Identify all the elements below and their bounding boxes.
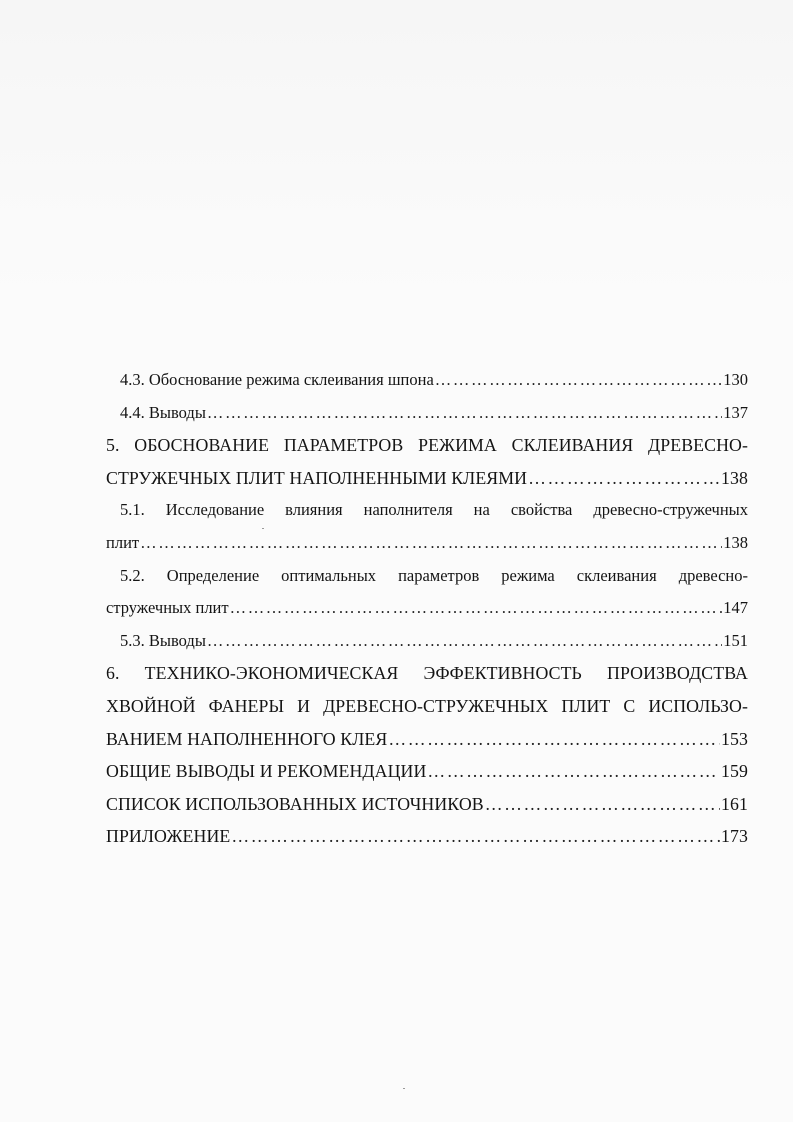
dot-leader <box>485 788 720 821</box>
toc-page-number: 153 <box>721 728 748 749</box>
toc-page-number: 130 <box>723 370 748 389</box>
toc-entry-title: ОБЩИЕ ВЫВОДЫ И РЕКОМЕНДАЦИИ <box>106 761 427 782</box>
toc-page-number: 137 <box>723 402 748 422</box>
dot-leader <box>435 364 722 397</box>
dot-leader <box>427 755 720 788</box>
toc-entry-title-line-1: 6. ТЕХНИКО-ЭКОНОМИЧЕСКАЯ ЭФФЕКТИВНОСТЬ ПРОИЗВОДСТВА <box>106 663 748 684</box>
toc-entry-5[interactable] <box>106 429 748 494</box>
toc-entry-appendix[interactable] <box>106 820 748 853</box>
toc-entry-title: СПИСОК ИСПОЛЬЗОВАННЫХ ИСТОЧНИКОВ <box>106 793 484 814</box>
toc-entry-title-line-2: ХВОЙНОЙ ФАНЕРЫ И ДРЕВЕСНО-СТРУЖЕЧНЫХ ПЛИТ С ИСПОЛЬЗО- <box>106 695 748 716</box>
dot-leader <box>528 462 720 495</box>
dot-leader <box>207 625 722 658</box>
toc-entry-general-conclusions[interactable] <box>106 755 748 788</box>
toc-entry-title: 4.3. Обоснование режима склеивания шпона <box>120 370 434 389</box>
dot-leader <box>231 820 720 853</box>
dot-leader <box>230 592 723 625</box>
dot-leader <box>388 723 720 756</box>
toc-page-number: 151 <box>723 630 748 650</box>
toc-entry-title-line-1: 5.1. Исследование влияния наполнителя на свойства древесно-стружечных <box>120 500 748 520</box>
scan-speck <box>262 528 264 529</box>
toc-page-number: 147 <box>723 598 748 618</box>
toc-entry-title: 5.3. Выводы <box>120 630 206 650</box>
toc-entry-title-line-2: СТРУЖЕЧНЫХ ПЛИТ НАПОЛНЕННЫМИ КЛЕЯМИ <box>106 467 528 488</box>
toc-entry-title: ПРИЛОЖЕНИЕ <box>106 826 231 847</box>
toc-entry-title-line-2: плит <box>106 532 140 552</box>
toc-entry-4-3[interactable] <box>120 364 748 397</box>
toc-entry-title: 4.4. Выводы <box>120 402 206 422</box>
toc-entry-5-1[interactable] <box>106 494 748 559</box>
toc-entry-title-line-1: 5.2. Определение оптимальных параметров режима склеивания древесно- <box>120 565 748 585</box>
toc-entry-references[interactable] <box>106 788 748 821</box>
toc-entry-6[interactable] <box>106 657 748 755</box>
toc-entry-4-4[interactable] <box>120 397 748 430</box>
toc-page-number: 161 <box>721 793 748 814</box>
scan-speck <box>403 1088 405 1089</box>
toc-page-number: 138 <box>723 532 748 552</box>
table-of-contents <box>106 364 748 853</box>
scan-background <box>0 0 793 300</box>
dot-leader <box>140 527 722 560</box>
toc-entry-title-line-1: 5. ОБОСНОВАНИЕ ПАРАМЕТРОВ РЕЖИМА СКЛЕИВАНИЯ ДРЕВЕСНО- <box>106 435 748 456</box>
toc-entry-5-2[interactable] <box>106 560 748 625</box>
toc-page-number: 159 <box>721 761 748 782</box>
dot-leader <box>207 397 722 430</box>
toc-entry-title-line-2: стружечных плит <box>106 598 229 618</box>
toc-page-number: 173 <box>721 826 748 847</box>
toc-entry-title-line-3: ВАНИЕМ НАПОЛНЕННОГО КЛЕЯ <box>106 728 388 749</box>
toc-page-number: 138 <box>721 467 748 488</box>
toc-entry-5-3[interactable] <box>120 625 748 658</box>
